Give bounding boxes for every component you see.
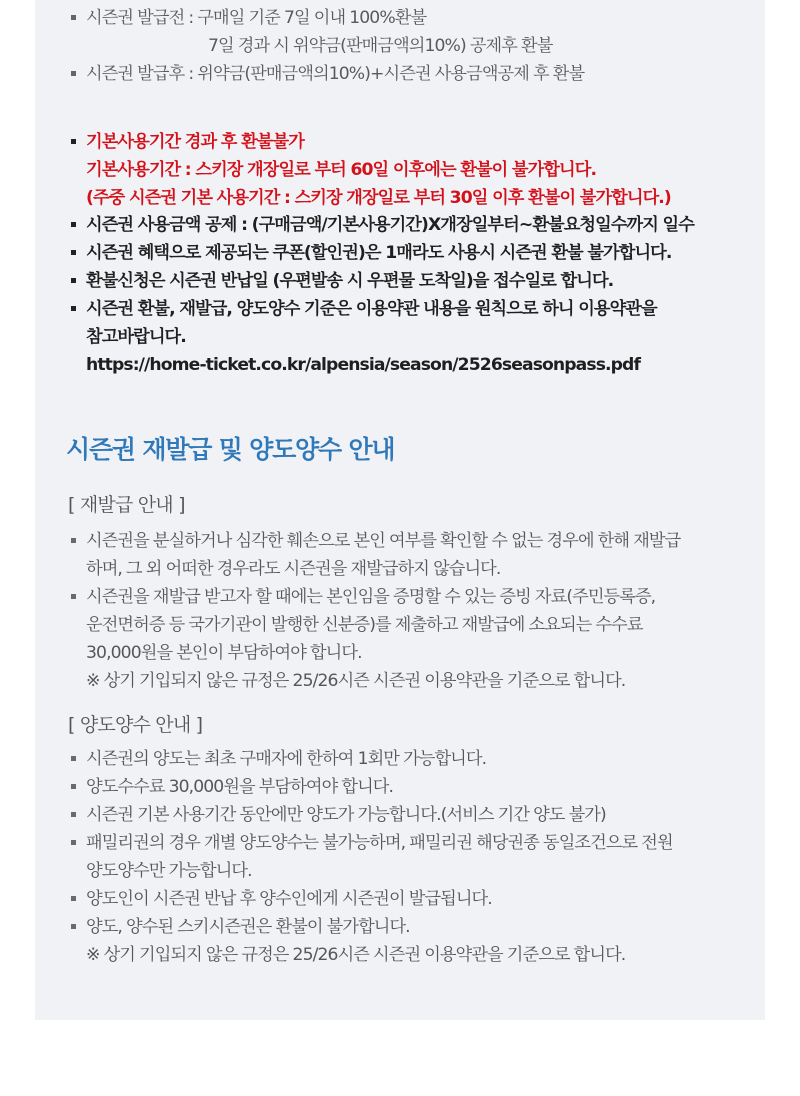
before-issue-line2: 7일 경과 시 위약금(판매금액의10%) 공제후 환불 (208, 36, 553, 56)
policy-text: 시즌권 혜택으로 제공되는 쿠폰(할인권)은 1매라도 사용시 시즌권 환불 불가합니다. (86, 243, 672, 263)
list-item (70, 801, 673, 829)
reissue-item1-line2: 하며, 그 외 어떠한 경우라도 시즌권을 재발급하지 않습니다. (86, 559, 501, 579)
list-item (70, 773, 673, 801)
list-item (70, 745, 673, 773)
red-notice-line1: 기본사용기간 경과 후 환불불가 (86, 132, 304, 152)
no-refund-notice (70, 128, 671, 212)
list-item (70, 885, 673, 913)
reissue-heading: [ 재발급 안내 ] (68, 494, 185, 516)
square-bullet-icon (71, 538, 76, 543)
square-bullet-icon (71, 896, 76, 901)
square-bullet-icon (71, 71, 76, 76)
reissue-item2-line2: 운전면허증 등 국가기관이 발행한 신분증)를 제출하고 재발급에 소요되는 수수료 (86, 615, 643, 635)
section-title: 시즌권 재발급 및 양도양수 안내 (66, 435, 395, 464)
reissue-item1-line1: 시즌권을 분실하거나 심각한 훼손으로 본인 여부를 확인할 수 없는 경우에 한해 재발급 (86, 531, 681, 551)
terms-line2: 참고바랍니다. (86, 327, 186, 347)
square-bullet-icon (71, 594, 76, 599)
reissue-list (70, 527, 680, 695)
transfer-item2: 양도수수료 30,000원을 부담하여야 합니다. (86, 777, 394, 797)
square-bullet-icon (71, 278, 76, 283)
transfer-item1: 시즌권의 양도는 최초 구매자에 한하여 1회만 가능합니다. (86, 749, 487, 769)
transfer-item4-line2: 양도양수만 가능합니다. (86, 861, 252, 881)
red-notice-line2: 기본사용기간 : 스키장 개장일로 부터 60일 이후에는 환불이 불가합니다. (86, 160, 597, 180)
square-bullet-icon (71, 15, 76, 20)
square-bullet-icon (71, 784, 76, 789)
reissue-note: ※ 상기 기입되지 않은 규정은 25/26시즌 시즌권 이용약관을 기준으로 합니다. (86, 671, 626, 691)
square-bullet-icon (71, 812, 76, 817)
list-item (70, 583, 680, 695)
red-notice-line3: (주중 시즌권 기본 사용기간 : 스키장 개장일로 부터 30일 이후 환불이 불가합니다.) (86, 188, 671, 208)
list-item (70, 211, 694, 239)
reissue-item2-line3: 30,000원을 본인이 부담하여야 합니다. (86, 643, 362, 663)
transfer-item3: 시즌권 기본 사용기간 동안에만 양도가 가능합니다.(서비스 기간 양도 불가) (86, 805, 606, 825)
list-item (70, 527, 680, 583)
transfer-note: ※ 상기 기입되지 않은 규정은 25/26시즌 시즌권 이용약관을 기준으로 합니다. (86, 945, 626, 965)
square-bullet-icon (71, 840, 76, 845)
list-item (70, 829, 673, 885)
square-bullet-icon (71, 306, 76, 311)
square-bullet-icon (71, 222, 76, 227)
reissue-item2-line1: 시즌권을 재발급 받고자 할 때에는 본인임을 증명할 수 있는 증빙 자료(주민등록증, (86, 587, 656, 607)
square-bullet-icon (71, 139, 76, 144)
list-item (70, 4, 584, 60)
square-bullet-icon (71, 250, 76, 255)
list-item (70, 60, 584, 88)
square-bullet-icon (71, 924, 76, 929)
policy-text: 환불신청은 시즌권 반납일 (우편발송 시 우편물 도착일)을 접수일로 합니다. (86, 271, 614, 291)
after-issue-text: 시즌권 발급후 : 위약금(판매금액의10%)+시즌권 사용금액공제 후 환불 (86, 64, 585, 84)
before-issue-line1: 시즌권 발급전 : 구매일 기준 7일 이내 100%환불 (86, 8, 427, 28)
square-bullet-icon (71, 756, 76, 761)
terms-line1: 시즌권 환불, 재발급, 양도양수 기준은 이용약관 내용을 원칙으로 하니 이용약관을 (86, 299, 657, 319)
refund-policy-list (70, 211, 694, 379)
transfer-heading: [ 양도양수 안내 ] (68, 714, 203, 736)
transfer-item6: 양도, 양수된 스키시즌권은 환불이 불가합니다. (86, 917, 410, 937)
terms-url: https://home-ticket.co.kr/alpensia/season/2526seasonpass.pdf (86, 355, 641, 375)
transfer-item5: 양도인이 시즌권 반납 후 양수인에게 시즌권이 발급됩니다. (86, 889, 492, 909)
list-item (70, 913, 673, 969)
list-item (70, 239, 694, 267)
transfer-list (70, 745, 673, 969)
list-item (70, 128, 671, 212)
list-item (70, 295, 694, 379)
policy-text: 시즌권 사용금액 공제 : (구매금액/기본사용기간)X개장일부터~환불요청일수까지 일수 (86, 215, 694, 235)
list-item (70, 267, 694, 295)
transfer-item4-line1: 패밀리권의 경우 개별 양도양수는 불가능하며, 패밀리권 해당권종 동일조건으로 전원 (86, 833, 673, 853)
refund-conditions-list (70, 4, 584, 88)
